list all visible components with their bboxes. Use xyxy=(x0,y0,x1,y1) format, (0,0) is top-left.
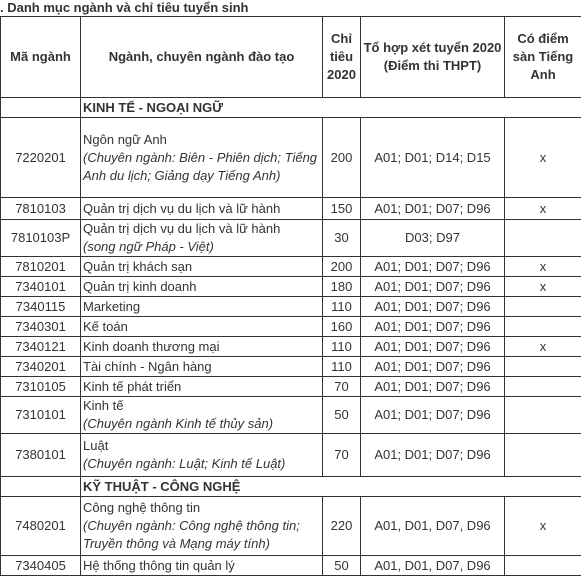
major-code: 7310101 xyxy=(1,397,81,434)
combination-value: A01; D01; D07; D96 xyxy=(361,357,505,377)
major-name-cell xyxy=(81,277,323,297)
major-code: 7340301 xyxy=(1,317,81,337)
major-name: Kinh tế phát triển xyxy=(83,378,182,394)
major-name-cell xyxy=(81,397,323,434)
english-floor-mark xyxy=(505,220,581,257)
combination-value: A01; D01; D07; D96 xyxy=(361,317,505,337)
admission-table xyxy=(0,16,581,576)
quota-value: 50 xyxy=(323,397,361,434)
combination-value: A01; D01; D07; D96 xyxy=(361,257,505,277)
table-row xyxy=(1,337,581,357)
english-floor-mark: x xyxy=(505,257,581,277)
major-name-cell xyxy=(81,317,323,337)
major-name-cell xyxy=(81,297,323,317)
section-row xyxy=(1,477,581,497)
header-quota-line2: tiêu xyxy=(329,49,354,64)
combination-value: A01; D01; D07; D96 xyxy=(361,198,505,220)
major-name-cell xyxy=(81,556,323,576)
combination-value: A01; D01; D07; D96 xyxy=(361,434,505,477)
table-row xyxy=(1,277,581,297)
major-code: 7810201 xyxy=(1,257,81,277)
table-row xyxy=(1,118,581,198)
quota-value: 50 xyxy=(323,556,361,576)
major-specialization: (Chuyên ngành: Luật; Kinh tế Luật) xyxy=(83,456,286,471)
quota-value: 160 xyxy=(323,317,361,337)
quota-value: 150 xyxy=(323,198,361,220)
english-floor-mark: x xyxy=(505,277,581,297)
major-name-cell xyxy=(81,220,323,257)
major-code: 7340201 xyxy=(1,357,81,377)
english-floor-mark xyxy=(505,397,581,434)
english-floor-mark: x xyxy=(505,497,581,556)
major-name: Kinh doanh thương mại xyxy=(83,338,220,354)
major-name: Tài chính - Ngân hàng xyxy=(83,358,212,374)
combination-value: A01; D01; D07; D96 xyxy=(361,397,505,434)
section-row xyxy=(1,98,581,118)
english-floor-mark: x xyxy=(505,337,581,357)
table-row xyxy=(1,357,581,377)
table-row xyxy=(1,434,581,477)
quota-value: 200 xyxy=(323,118,361,198)
combination-value: A01, D01, D07, D96 xyxy=(361,556,505,576)
english-floor-mark xyxy=(505,377,581,397)
major-code: 7340115 xyxy=(1,297,81,317)
header-english-line2: sàn Tiếng xyxy=(512,49,574,64)
quota-value: 180 xyxy=(323,277,361,297)
english-floor-mark xyxy=(505,317,581,337)
header-quota-line3: 2020 xyxy=(327,67,356,82)
table-row xyxy=(1,257,581,277)
major-name-cell xyxy=(81,434,323,477)
major-code: 7340101 xyxy=(1,277,81,297)
english-floor-mark: x xyxy=(505,198,581,220)
major-specialization: (Chuyên ngành: Công nghệ thông tin; Truyền thông và Mạng máy tính) xyxy=(83,518,300,551)
major-specialization: (Chuyên ngành: Biên - Phiên dịch; Tiếng Anh du lịch; Giảng dạy Tiếng Anh) xyxy=(83,149,318,183)
major-name-cell xyxy=(81,377,323,397)
combination-value: A01, D01, D07, D96 xyxy=(361,497,505,556)
major-name: Kế toán xyxy=(83,318,128,334)
combination-value: A01; D01; D07; D96 xyxy=(361,277,505,297)
major-name-cell xyxy=(81,337,323,357)
header-quota xyxy=(323,17,361,98)
header-code: Mã ngành xyxy=(1,17,81,98)
header-row xyxy=(1,17,581,98)
quota-value: 220 xyxy=(323,497,361,556)
major-name: Hệ thống thông tin quản lý xyxy=(83,557,235,573)
major-name: Kinh tế xyxy=(83,398,124,413)
header-combination-line1: Tổ hợp xét tuyển 2020 xyxy=(363,40,502,55)
table-row xyxy=(1,297,581,317)
major-name: Quản trị kinh doanh xyxy=(83,278,197,294)
english-floor-mark: x xyxy=(505,118,581,198)
major-name-cell xyxy=(81,357,323,377)
table-row xyxy=(1,317,581,337)
major-name-cell xyxy=(81,257,323,277)
major-code: 7810103 xyxy=(1,198,81,220)
quota-value: 30 xyxy=(323,220,361,257)
combination-value: A01; D01; D14; D15 xyxy=(361,118,505,198)
major-name-cell xyxy=(81,118,323,198)
header-combination-line2: (Điểm thi THPT) xyxy=(383,58,482,73)
table-row xyxy=(1,377,581,397)
section-heading: . Danh mục ngành và chỉ tiêu tuyển sinh xyxy=(0,0,249,15)
quota-value: 110 xyxy=(323,297,361,317)
major-name: Ngôn ngữ Anh xyxy=(83,131,167,147)
section-title: KINH TẾ - NGOẠI NGỮ xyxy=(81,98,581,118)
combination-value: D03; D97 xyxy=(361,220,505,257)
header-quota-line1: Chỉ xyxy=(331,31,352,46)
combination-value: A01; D01; D07; D96 xyxy=(361,377,505,397)
header-major: Ngành, chuyên ngành đào tạo xyxy=(81,17,323,98)
combination-value: A01; D01; D07; D96 xyxy=(361,337,505,357)
quota-value: 70 xyxy=(323,377,361,397)
major-code: 7340121 xyxy=(1,337,81,357)
combination-value: A01; D01; D07; D96 xyxy=(361,297,505,317)
english-floor-mark xyxy=(505,357,581,377)
section-empty-cell xyxy=(1,477,81,497)
major-name-cell xyxy=(81,198,323,220)
header-english-line1: Có điểm xyxy=(517,31,569,46)
quota-value: 200 xyxy=(323,257,361,277)
english-floor-mark xyxy=(505,434,581,477)
major-name: Quản trị dịch vụ du lịch và lữ hành xyxy=(83,221,281,236)
major-name: Quản trị dịch vụ du lịch và lữ hành xyxy=(83,200,281,216)
english-floor-mark xyxy=(505,297,581,317)
table-row xyxy=(1,497,581,556)
table-body xyxy=(1,98,581,576)
major-name-cell xyxy=(81,497,323,556)
header-combination xyxy=(361,17,505,98)
major-code: 7220201 xyxy=(1,118,81,198)
english-floor-mark xyxy=(505,556,581,576)
major-code: 7310105 xyxy=(1,377,81,397)
quota-value: 110 xyxy=(323,357,361,377)
section-empty-cell xyxy=(1,98,81,118)
section-title: KỸ THUẬT - CÔNG NGHỆ xyxy=(81,477,581,497)
major-code: 7480201 xyxy=(1,497,81,556)
table-row xyxy=(1,198,581,220)
quota-value: 110 xyxy=(323,337,361,357)
major-name: Marketing xyxy=(83,298,141,314)
major-name: Quản trị khách sạn xyxy=(83,258,193,274)
major-code: 7340405 xyxy=(1,556,81,576)
table-row xyxy=(1,220,581,257)
major-code: 7810103P xyxy=(1,220,81,257)
major-specialization: (Chuyên ngành Kinh tế thủy sản) xyxy=(83,416,274,431)
header-english xyxy=(505,17,581,98)
major-code: 7380101 xyxy=(1,434,81,477)
table-row xyxy=(1,556,581,576)
table-row xyxy=(1,397,581,434)
major-name: Công nghệ thông tin xyxy=(83,500,201,515)
header-english-line3: Anh xyxy=(530,67,556,82)
quota-value: 70 xyxy=(323,434,361,477)
major-name: Luật xyxy=(83,438,109,453)
major-specialization: (song ngữ Pháp - Việt) xyxy=(83,239,214,254)
